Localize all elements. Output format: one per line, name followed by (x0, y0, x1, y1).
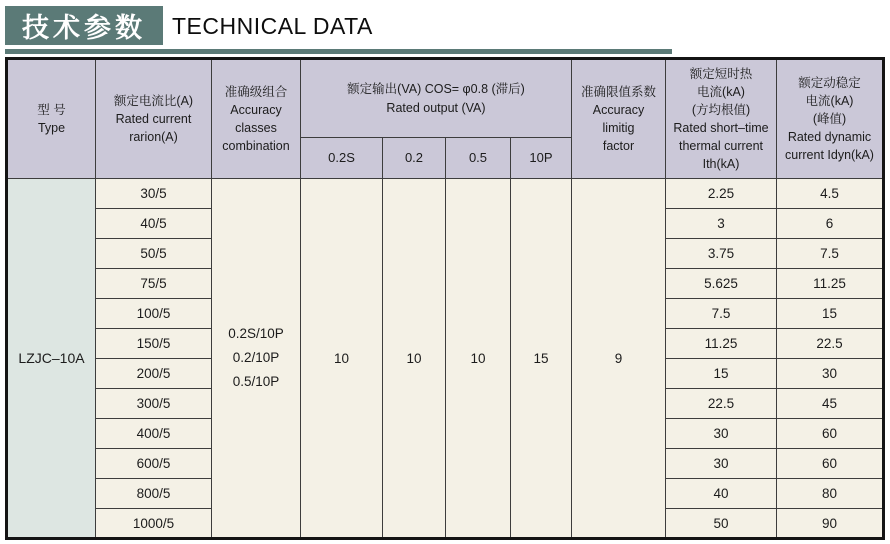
title-chinese: 技术参数 (22, 13, 146, 43)
header-dynamic-current: 额定动稳定 电流(kA) (峰值) Rated dynamic current Idyn(kA) (777, 59, 884, 179)
ith-cell: 50 (666, 509, 777, 539)
ith-cell: 30 (666, 449, 777, 479)
title-chinese-block (5, 6, 163, 45)
title-underline-bar (5, 49, 672, 54)
output-0-5-cell: 10 (446, 179, 511, 539)
title-english: TECHNICAL DATA (172, 13, 373, 39)
type-value-cell: LZJC–10A (7, 179, 96, 539)
idyn-cell: 22.5 (777, 329, 884, 359)
ratio-cell: 200/5 (96, 359, 212, 389)
ith-cell: 2.25 (666, 179, 777, 209)
output-0-2s-cell: 10 (301, 179, 383, 539)
subheader-0-2s: 0.2S (301, 138, 383, 179)
output-0-2-cell: 10 (383, 179, 446, 539)
ratio-cell: 150/5 (96, 329, 212, 359)
header-rated-output-group: 额定输出(VA) COS= φ0.8 (滞后) Rated output (VA) (301, 59, 572, 138)
idyn-cell: 60 (777, 419, 884, 449)
ith-cell: 40 (666, 479, 777, 509)
ratio-cell: 30/5 (96, 179, 212, 209)
ratio-cell: 1000/5 (96, 509, 212, 539)
ratio-cell: 50/5 (96, 239, 212, 269)
ith-cell: 3 (666, 209, 777, 239)
ith-cell: 22.5 (666, 389, 777, 419)
idyn-cell: 4.5 (777, 179, 884, 209)
header-type: 型 号 Type (7, 59, 96, 179)
idyn-cell: 80 (777, 479, 884, 509)
ith-cell: 15 (666, 359, 777, 389)
ratio-cell: 800/5 (96, 479, 212, 509)
ith-cell: 7.5 (666, 299, 777, 329)
table-row (7, 179, 884, 209)
title-banner (0, 5, 890, 57)
ith-cell: 5.625 (666, 269, 777, 299)
ratio-cell: 75/5 (96, 269, 212, 299)
subheader-0-5: 0.5 (446, 138, 511, 179)
idyn-cell: 11.25 (777, 269, 884, 299)
ratio-cell: 100/5 (96, 299, 212, 329)
ith-cell: 30 (666, 419, 777, 449)
ratio-cell: 600/5 (96, 449, 212, 479)
subheader-0-2: 0.2 (383, 138, 446, 179)
idyn-cell: 60 (777, 449, 884, 479)
ith-cell: 11.25 (666, 329, 777, 359)
subheader-10p: 10P (511, 138, 572, 179)
idyn-cell: 15 (777, 299, 884, 329)
idyn-cell: 6 (777, 209, 884, 239)
header-accuracy-limit-factor: 准确限值系数 Accuracy limitig factor (572, 59, 666, 179)
header-rated-current-ratio: 额定电流比(A) Rated current rarion(A) (96, 59, 212, 179)
header-short-time-thermal-current: 额定短时热 电流(kA) (方均根值) Rated short–time thermal current Ith(kA) (666, 59, 777, 179)
idyn-cell: 30 (777, 359, 884, 389)
output-10p-cell: 15 (511, 179, 572, 539)
ith-cell: 3.75 (666, 239, 777, 269)
limit-factor-cell: 9 (572, 179, 666, 539)
ratio-cell: 40/5 (96, 209, 212, 239)
idyn-cell: 45 (777, 389, 884, 419)
header-accuracy-classes: 准确级组合 Accuracy classes combination (212, 59, 301, 179)
idyn-cell: 7.5 (777, 239, 884, 269)
ratio-cell: 300/5 (96, 389, 212, 419)
accuracy-combo-cell: 0.2S/10P 0.2/10P 0.5/10P (212, 179, 301, 539)
idyn-cell: 90 (777, 509, 884, 539)
ratio-cell: 400/5 (96, 419, 212, 449)
technical-data-table (5, 57, 885, 540)
